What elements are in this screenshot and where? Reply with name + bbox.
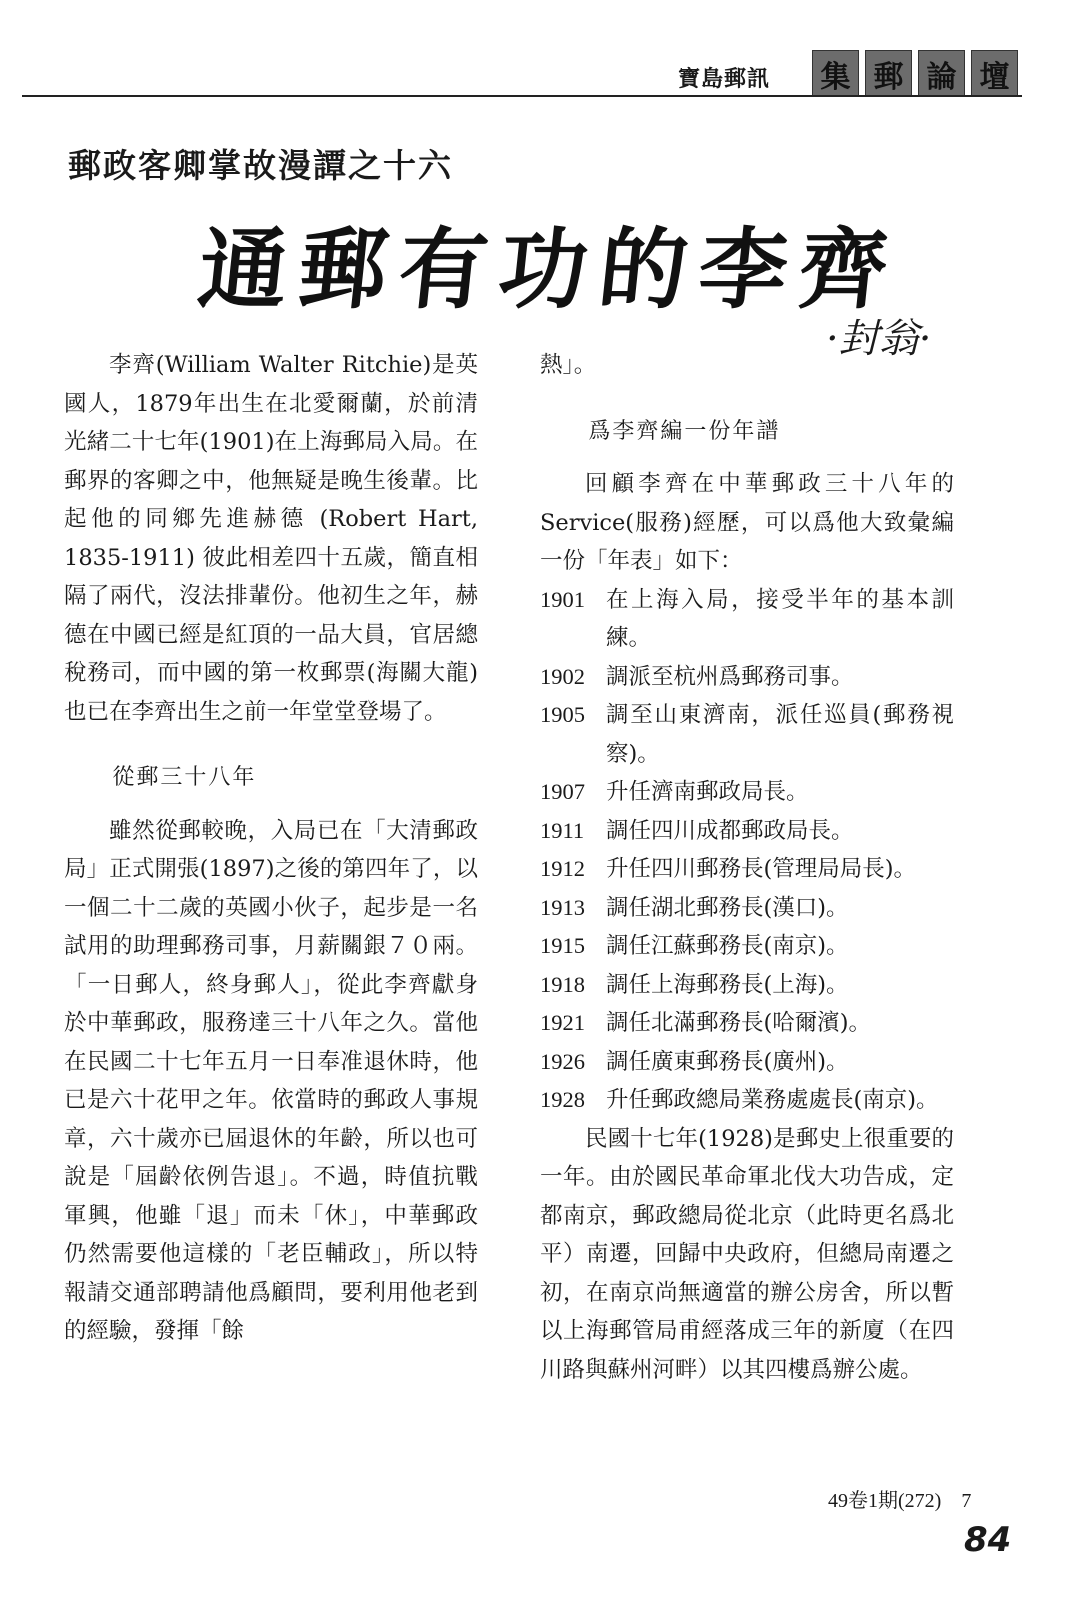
timeline-event: 在上海入局，接受半年的基本訓練。 [606, 586, 954, 651]
right-column [540, 346, 954, 1389]
page-number: 84 [964, 1520, 1012, 1560]
section-heading: 從郵三十八年 [112, 765, 257, 790]
timeline-event: 調任湖北郵務長(漢口)。 [606, 894, 849, 921]
timeline-event: 調至山東濟南，派任巡員(郵務視察)。 [606, 702, 954, 767]
timeline-item [540, 658, 954, 697]
timeline-item [540, 1043, 954, 1082]
series-title: 郵政客卿掌故漫譚之十六 [68, 146, 453, 185]
timeline-item [540, 1004, 954, 1043]
timeline-year: 1918 [540, 971, 585, 997]
timeline-event: 調派至杭州爲郵務司事。 [606, 663, 854, 690]
timeline-year: 1921 [540, 1010, 585, 1035]
timeline-year: 1928 [540, 1087, 585, 1112]
article-title: 通郵有功的李齊 [193, 217, 905, 321]
header-rule [22, 95, 1022, 97]
timeline-year: 1926 [540, 1048, 585, 1074]
timeline-year: 1901 [540, 586, 585, 612]
timeline-item [540, 966, 954, 1005]
timeline-year: 1912 [540, 856, 585, 881]
timeline-list [540, 581, 954, 1120]
timeline-event: 調任北滿郵務長(哈爾濱)。 [606, 1010, 872, 1036]
timeline-year: 1911 [540, 817, 585, 843]
section-heading: 爲李齊編一份年譜 [588, 418, 781, 444]
timeline-item [540, 812, 954, 851]
timeline-event: 升任郵政總局業務處處長(南京)。 [606, 1087, 939, 1113]
timeline-year: 1913 [540, 894, 585, 920]
timeline-item [540, 927, 954, 966]
body-paragraph-continued: 熱」。 [540, 352, 597, 378]
left-column [64, 346, 478, 1351]
timeline-item [540, 1081, 954, 1120]
timeline-event: 調任上海郵務長(上海)。 [606, 971, 849, 998]
column-tag: 郵 [865, 50, 912, 97]
masthead: 寶島郵訊 [678, 66, 771, 92]
column-tags [812, 50, 1018, 97]
column-tag: 集 [812, 50, 859, 97]
timeline-item [540, 581, 954, 658]
intro-paragraph: 李齊(William Walter Ritchie)是英國人，1879年出生在北愛爾蘭，於前清光緒二十七年(1901)在上海郵局入局。在郵界的客卿之中，他無疑是晚生後輩。比起他的同鄉先進赫德 (Robert Hart, 1835-1911) 彼此相差四十五歲，簡直相隔了兩代，沒法排輩份。他初生之年，赫德在中國已經是紅頂的一品大員，官居總稅務司，而中國的第一枚郵票(海關大龍)也已在李齊出生之前一年堂堂登場了。 [64, 352, 478, 725]
timeline-year: 1905 [540, 702, 585, 727]
timeline-item [540, 696, 954, 773]
timeline-item [540, 889, 954, 928]
timeline-event: 升任四川郵務長(管理局局長)。 [606, 856, 917, 882]
author-signature: ·封翁· [826, 316, 932, 362]
closing-paragraph: 民國十七年(1928)是郵史上很重要的一年。由於國民革命軍北伐大功告成，定都南京，郵政總局從北京（此時更名爲北平）南遷，回歸中央政府，但總局南遷之初，在南京尚無適當的辦公房舍，所以暫以上海郵管局甫經落成三年的新廈（在四川路與蘇州河畔）以其四樓爲辦公處。 [540, 1125, 954, 1383]
column-tag: 壇 [971, 50, 1018, 97]
timeline-year: 1907 [540, 779, 585, 804]
timeline-item [540, 850, 954, 889]
timeline-event: 調任江蘇郵務長(南京)。 [606, 933, 849, 959]
issue-number: 49卷1期(272) 7 [828, 1490, 972, 1512]
timeline-item [540, 773, 954, 812]
timeline-year: 1915 [540, 933, 585, 958]
body-paragraph: 回顧李齊在中華郵政三十八年的Service(服務)經歷，可以爲他大致彙編一份「年表」如下： [540, 471, 954, 574]
body-paragraph: 雖然從郵較晚，入局已在「大清郵政局」正式開張(1897)之後的第四年了，以一個二十二歲的英國小伙子，起步是一名試用的助理郵務司事，月薪關銀７０兩。「一日郵人，終身郵人」，從此李齊獻身於中華郵政，服務達三十八年之久。當他在民國二十七年五月一日奉准退休時，他已是六十花甲之年。依當時的郵政人事規章，六十歲亦已屆退休的年齡，所以也可說是「屆齡依例告退」。不過，時值抗戰軍興，他雖「退」而未「休」，中華郵政仍然需要他這樣的「老臣輔政」，所以特報請交通部聘請他爲顧問，要利用他老到的經驗，發揮「餘 [64, 817, 478, 1344]
timeline-event: 調任廣東郵務長(廣州)。 [606, 1048, 849, 1075]
timeline-event: 升任濟南郵政局長。 [606, 779, 809, 805]
timeline-event: 調任四川成都郵政局長。 [606, 817, 854, 844]
column-tag: 論 [918, 50, 965, 97]
timeline-year: 1902 [540, 663, 585, 689]
